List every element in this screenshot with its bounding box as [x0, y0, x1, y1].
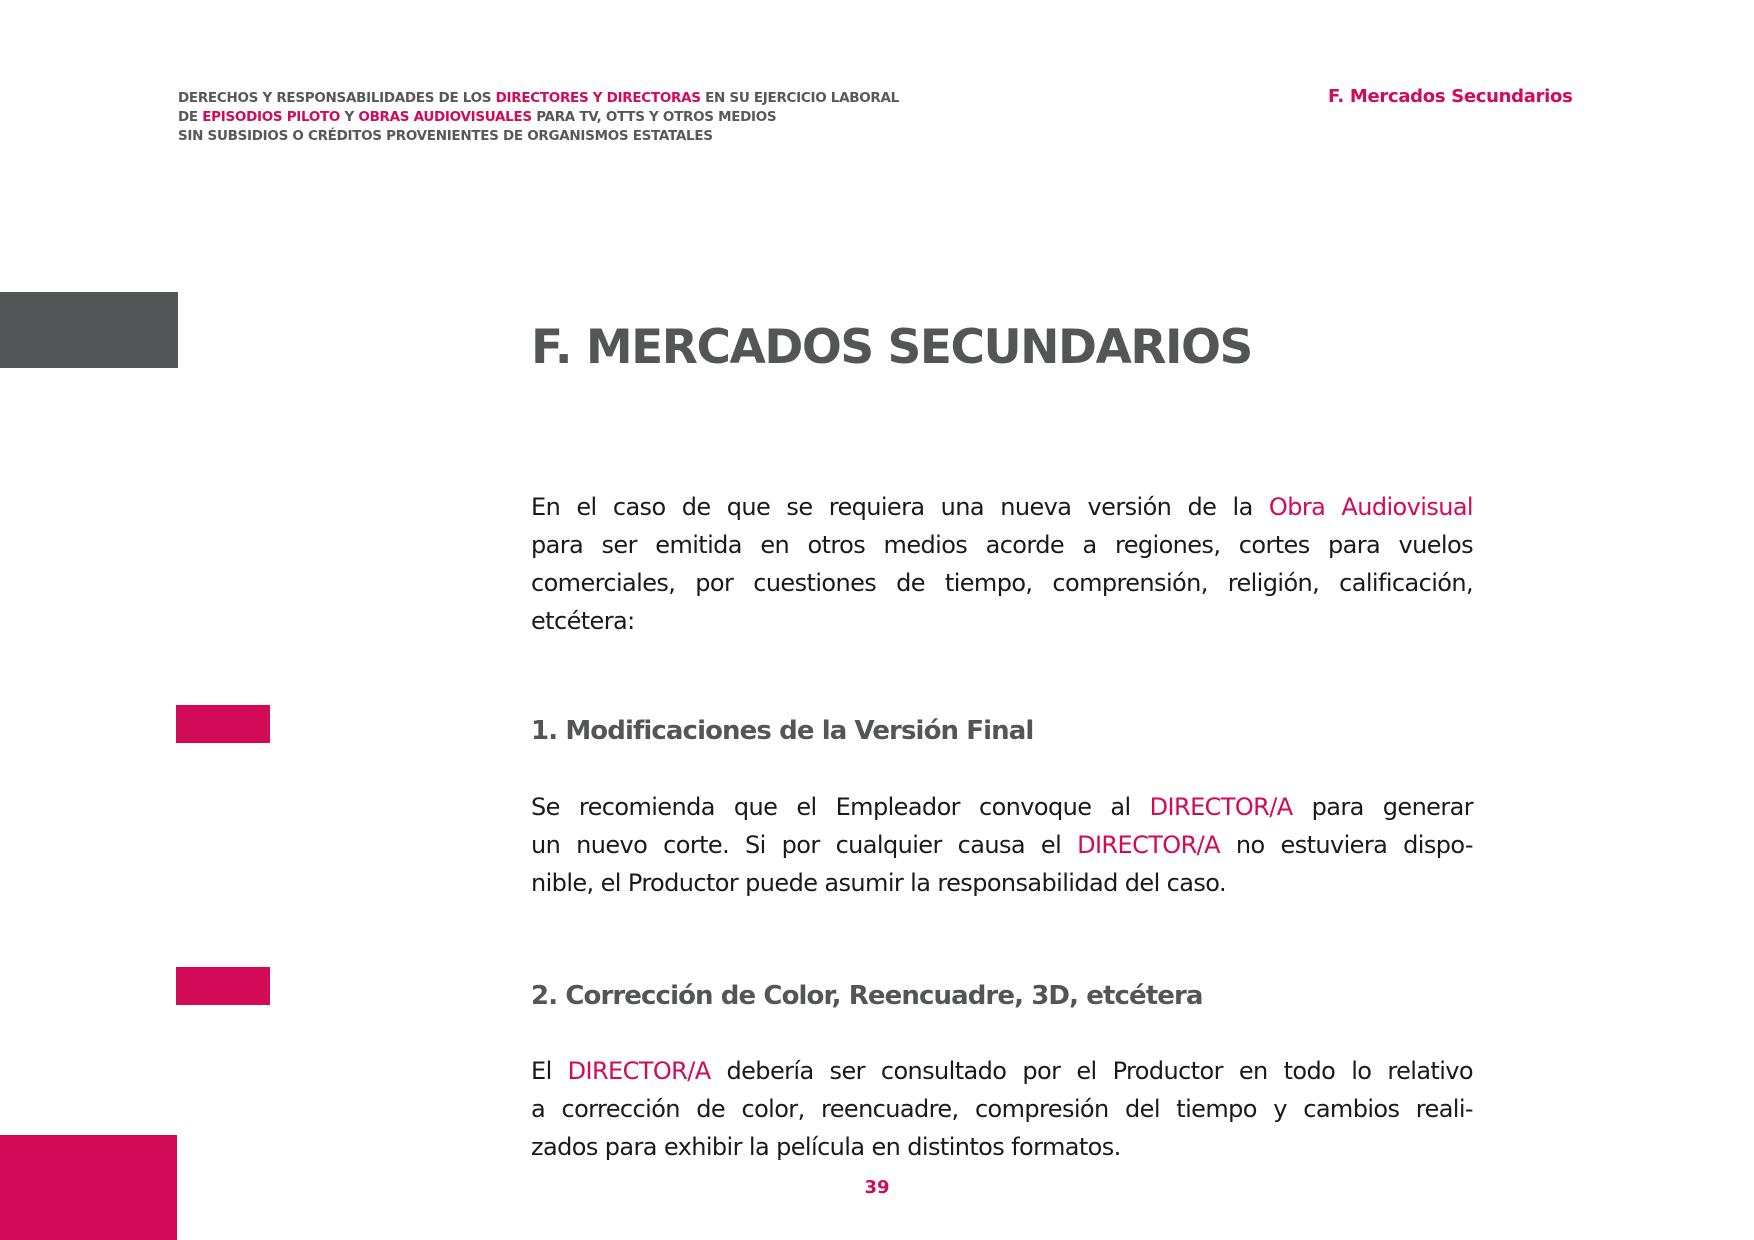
paragraph-line [531, 788, 1473, 826]
text-run: PARA TV, OTTS Y OTROS MEDIOS [531, 109, 777, 125]
section-paragraph [531, 788, 1473, 902]
text-run: para generar [1292, 793, 1473, 821]
text-run: En el caso de que se requiera una nueva versión de la [531, 493, 1269, 521]
paragraph-line [531, 526, 1473, 564]
section-heading: 1. Modificaciones de la Versión Final [531, 716, 1034, 746]
highlighted-term: DIRECTORES Y DIRECTORAS [495, 90, 701, 106]
title-marker-block [0, 292, 178, 368]
text-run: un nuevo corte. Si por cualquier causa el [531, 831, 1078, 859]
text-run: a corrección de color, reencuadre, compresión del tiempo y cambios reali- [531, 1095, 1473, 1123]
header-line [178, 108, 899, 127]
section-paragraph [531, 1052, 1473, 1166]
highlighted-term: DIRECTOR/A [1077, 831, 1220, 859]
text-run: debería ser consultado por el Productor en todo lo relativo [710, 1057, 1473, 1085]
header-line [178, 89, 899, 108]
header-line [178, 127, 899, 146]
paragraph-line [531, 826, 1473, 864]
text-run: El [531, 1057, 568, 1085]
text-run: DERECHOS Y RESPONSABILIDADES DE LOS [178, 90, 496, 106]
intro-paragraph [531, 488, 1473, 640]
text-run: para ser emitida en otros medios acorde a regiones, cortes para vuelos [531, 531, 1473, 559]
section-label: F. Mercados Secundarios [1328, 86, 1573, 107]
paragraph-line [531, 602, 1473, 640]
text-run: EN SU EJERCICIO LABORAL [700, 90, 899, 106]
page-number: 39 [864, 1177, 890, 1198]
highlighted-term: DIRECTOR/A [1149, 793, 1293, 821]
text-run: no estuviera dispo- [1219, 831, 1473, 859]
text-run: DE [178, 109, 203, 125]
document-header [178, 89, 899, 146]
highlighted-term: OBRAS AUDIOVISUALES [358, 109, 532, 125]
section-heading: 2. Corrección de Color, Reencuadre, 3D, etcétera [531, 981, 1203, 1011]
highlighted-term: Obra Audiovisual [1268, 493, 1474, 521]
subheading-marker-block [176, 705, 270, 743]
text-run: Se recomienda que el Empleador convoque al [531, 793, 1150, 821]
paragraph-line [531, 1128, 1473, 1166]
subheading-marker-block [176, 967, 270, 1005]
paragraph-line [531, 1090, 1473, 1128]
text-run: comerciales, por cuestiones de tiempo, comprensión, religión, calificación, [531, 569, 1473, 597]
paragraph-line [531, 488, 1473, 526]
text-run: Y [340, 109, 359, 125]
highlighted-term: EPISODIOS PILOTO [202, 109, 341, 125]
highlighted-term: DIRECTOR/A [567, 1057, 711, 1085]
paragraph-line [531, 564, 1473, 602]
text-run: SIN SUBSIDIOS O CRÉDITOS PROVENIENTES DE ORGANISMOS ESTATALES [178, 128, 713, 144]
page-title: F. MERCADOS SECUNDARIOS [531, 320, 1252, 375]
text-run: zados para exhibir la película en distintos formatos. [531, 1133, 1121, 1161]
paragraph-line [531, 864, 1473, 902]
text-run: etcétera: [531, 607, 635, 635]
text-run: nible, el Productor puede asumir la responsabilidad del caso. [531, 869, 1226, 897]
footer-accent-block [0, 1135, 177, 1240]
paragraph-line [531, 1052, 1473, 1090]
